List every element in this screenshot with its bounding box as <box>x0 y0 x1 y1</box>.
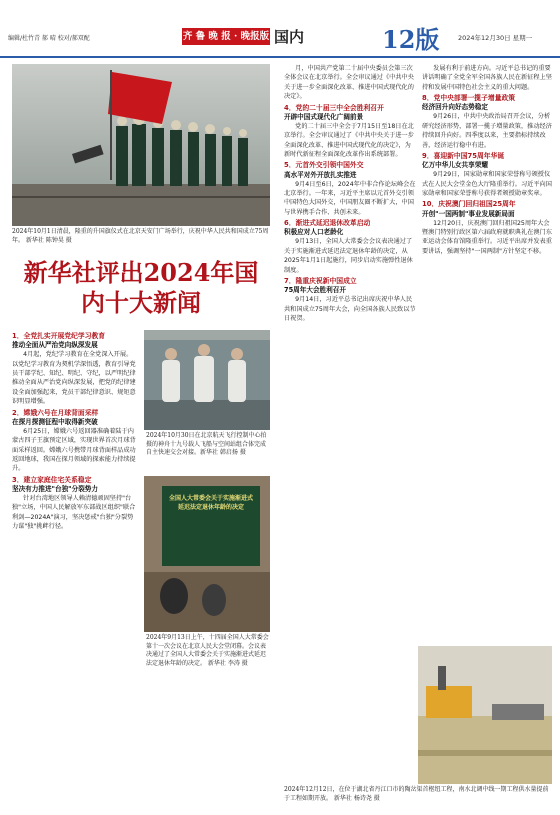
item-subheading: 在探月探测征程中取得新突破 <box>12 417 98 426</box>
item-heading: 2．嫦娥六号在月球背面采样 <box>12 408 99 417</box>
top-photo-caption: 2024年10月1日清晨，隆重的升国旗仪式在北京天安门广场举行，庆祝中华人民共和国成立75周年。 新华社 陈钟昊 摄 <box>12 228 269 244</box>
item-heading: 10．庆祝澳门回归祖国25周年 <box>422 200 516 209</box>
item-heading: 9．喜迎新中国75周年华诞 <box>422 152 505 161</box>
board-text: 全国人大常委会关于实施渐进式延迟法定退休年龄的决定 <box>168 495 253 511</box>
item-heading: 6．渐进式延迟退休改革启动 <box>284 219 371 228</box>
item-subheading: 经济回升向好态势稳定 <box>422 103 488 112</box>
item-body: 6月25日，嫦娥六号返回器准确着陆于内蒙古四子王旗预定区域，实现世界首次月球背面采样返回。嫦娥六号携带月球背面样品成功返回地球，我国在探月领域的探索能力持续提升。 <box>12 427 136 473</box>
section-label: 国内 <box>274 28 305 46</box>
item-body: 发展有利于前进方向。习近平总书记的重要讲话明确了全党全军全国各族人民在新征程上坚持和发展中国特色社会主义的重大问题。 <box>422 65 552 91</box>
item-body: 9月29日，国家勋章和国家荣誉称号颁授仪式在人民大会堂金色大厅隆重举行。习近平向国家勋章和国家荣誉称号获得者颁授勋章奖章。 <box>422 171 552 198</box>
astronauts-image <box>144 330 270 430</box>
staff-credits: 编辑/杜竹青 郝 晴 校对/郝双配 <box>8 35 90 42</box>
item-heading: 7．隆重庆祝新中国成立 <box>284 277 357 286</box>
main-headline: 新华社评出2024年国内十大新闻 <box>23 258 259 317</box>
item-body: 党的二十届三中全会于7月15日至18日在北京举行。全会审议通过了《中共中央关于进一步全面深化改革、推进中国式现代化的决定》，为新时代新征程全面深化改革作出系统部署。 <box>284 122 414 159</box>
board-photo-caption: 2024年9月13日上午，十四届全国人大常委会第十一次会议在北京人民大会堂闭幕。会议表决通过了全国人大常委会关于实施渐进式延迟法定退休年龄的决定。 新华社 李涛 摄 <box>146 634 269 667</box>
congress-photo <box>144 476 270 632</box>
item-body: 9月4日至6日，2024年中非合作论坛峰会在北京举行。一年来，习近平主席以元首外交引领中国特色大国外交，中国朋友圈不断扩大，中国与世界携手合作、共创未来。 <box>284 180 416 216</box>
mid-photo-caption: 2024年10月30日在北京航天飞行控制中心拍摄的神舟十九号载人飞船与空间站组合体完成自主快速交会对接。新华社 韩启扬 摄 <box>146 432 267 457</box>
page-number: 12版 <box>382 25 440 54</box>
item-subheading: 亿万中华儿女共享荣耀 <box>422 161 488 170</box>
item-body: 9月13日，全国人大常委会会议表决通过了关于实施渐进式延迟法定退休年龄的决定，从2025年1月1日起施行，同步启动实施弹性退休制度。 <box>284 238 413 274</box>
item-subheading: 推动全面从严治党向纵深发展 <box>12 341 98 350</box>
news-column-3 <box>284 64 416 808</box>
item-body: 12月20日，庆祝澳门回归祖国25周年大会暨澳门特别行政区第六届政府就职典礼在澳门东亚运动会体育馆隆重举行。习近平出席并发表重要讲话，强调坚持"一国两制"方针坚定不移。 <box>422 219 552 255</box>
honor-guard-image <box>12 64 270 226</box>
item-heading: 4．党的二十届三中全会胜利召开 <box>284 103 384 112</box>
dam-image <box>418 646 552 784</box>
item-heading: 3．建立家庭住宅关系稳定 <box>12 475 92 484</box>
spacecraft-photo <box>144 330 270 430</box>
item-body: 针对台湾地区领导人赖清德顽固坚持"台独"立场，中国人民解放军东部战区组织"联合利剑—2024A"演习，坚决惩戒"台独"分裂势力谋"独"挑衅行径。 <box>12 495 136 531</box>
item-heading: 1．全党扎实开展党纪学习教育 <box>12 332 106 340</box>
item-body: 9月14日，习近平总书记出席庆祝中华人民共和国成立75周年大会，向全国各族人民致以节日祝贺。 <box>284 296 416 323</box>
item-subheading: 积极应对人口老龄化 <box>284 228 344 237</box>
item-heading: 8．党中央部署一揽子增量政策 <box>422 94 516 103</box>
bottom-photo-caption: 2024年12月12日，在位于湖北省丹江口市的陶岔渠首枢纽工程，南水北调中线一期工程供水量提前于工程如期开放。 新华社 杨诗尧 摄 <box>284 786 549 802</box>
item-subheading: 高水平对外开放扎实推进 <box>284 170 357 179</box>
item-subheading: 开辟中国式现代化广阔前景 <box>284 112 364 121</box>
item-body: 月，中国共产党第二十届中央委员会第三次全体会议在北京举行。全会审议通过《中共中央关于进一步全面深化改革、推进中国式现代化的决定》。 <box>284 65 414 101</box>
newspaper-logo: 齐 鲁 晚 报 · 晚报版 <box>182 28 270 45</box>
item-subheading: 开创"一国两制"事业发展新局面 <box>422 209 515 218</box>
item-subheading: 坚决有力推进"台独"分裂势力 <box>12 485 98 494</box>
news-column-4 <box>422 64 552 642</box>
water-project-photo <box>418 646 552 784</box>
item-body: 4月起，党纪学习教育在全党深入开展。以党纪学习教育为契机学深悟透，教育引导党员干部学纪、知纪、明纪、守纪，以严明纪律推动全面从严治党向纵深发展，把党的纪律建设全面加强起来，党员干部纪律意识、规矩意识明显增强。 <box>12 351 136 406</box>
news-column-1 <box>12 330 138 808</box>
item-subheading: 75周年大会胜利召开 <box>284 286 346 295</box>
page-header <box>0 0 560 58</box>
item-heading: 5．元首外交引领中国外交 <box>284 161 364 170</box>
item-body: 9月26日，中共中央政治局召开会议，分析研究经济形势，部署一揽子增量政策，推动经济持续回升向好。四季度以来，主要指标持续改善，经济运行稳中有进。 <box>422 113 552 149</box>
flag-raising-photo <box>12 64 270 226</box>
issue-date: 2024年12月30日 星期一 <box>458 34 533 42</box>
